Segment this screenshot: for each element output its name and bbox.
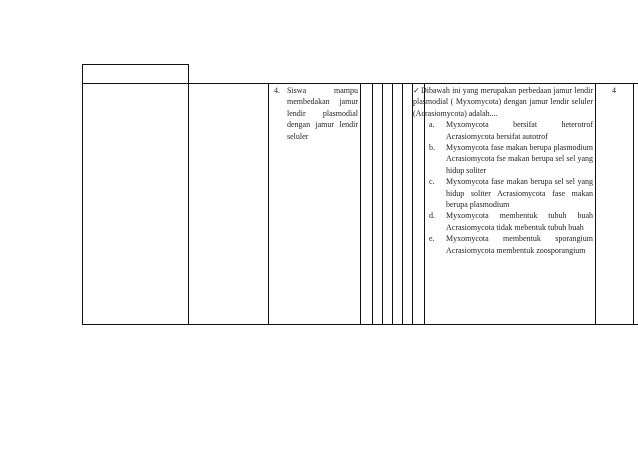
answer-option [413, 233, 593, 256]
answer-option [413, 210, 593, 233]
option-letter: d. [429, 211, 435, 221]
table-top-left-border [82, 64, 188, 65]
option-text: Myxomycota fase makan berupa sel sel yang hidup soliter Acrasiomycota fase makan berupa plasmodium [446, 177, 593, 210]
item-number: 4. [274, 86, 280, 95]
column-divider [595, 83, 596, 325]
column-divider [360, 83, 361, 325]
learning-objective: Siswa mampu membedakan jamur lendir plasmodial dengan jamur lendir seluler [287, 86, 358, 141]
question-cell [413, 85, 593, 256]
option-letter: c. [429, 177, 435, 187]
score-value: 4 [612, 86, 616, 95]
column-divider [633, 83, 634, 325]
option-letter: b. [429, 143, 435, 153]
option-text: Myxomycota bersifat heterotrof Acrasiomycota bersifat autotrof [446, 120, 593, 141]
answer-option [413, 176, 593, 210]
column-divider [268, 83, 269, 325]
question-stem [413, 85, 593, 119]
check-icon: ✓ [413, 86, 420, 95]
column-divider [382, 83, 383, 325]
question-text: Dibawah ini yang merupakan perbedaan jamur lendir plasmodial ( Myxomycota) dengan jamur lendir seluler (Acrasiomycota) adalah.... [413, 86, 594, 118]
column-divider [392, 83, 393, 325]
option-letter: a. [429, 120, 435, 130]
answer-option [413, 119, 593, 142]
column-divider [188, 64, 189, 325]
answer-option [413, 142, 593, 176]
option-text: Myxomycota fase makan berupa plasmodium Acrasiomycota fse makan berupa sel sel yang hidup soliter [446, 143, 593, 175]
option-letter: e. [429, 234, 435, 244]
option-text: Myxomycota membentuk tubuh buah Acrasiomycota tidak mebentuk tubuh buah [446, 211, 593, 232]
column-divider [402, 83, 403, 325]
column-divider [82, 64, 83, 325]
option-text: Myxomycota membentuk sporangium Acrasiomycota membentuk zoosporangium [446, 234, 593, 255]
column-divider [372, 83, 373, 325]
